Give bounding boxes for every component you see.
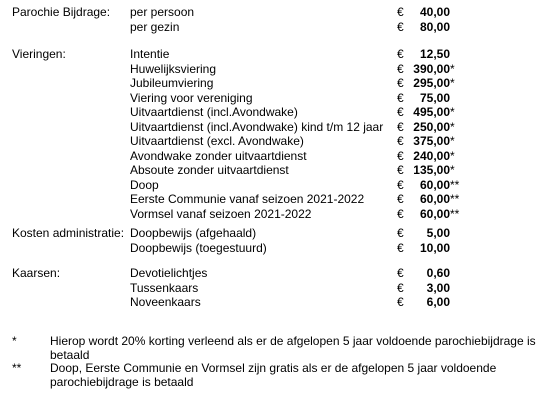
price-amount: 60,00: [419, 177, 450, 192]
price-amount: 75,00: [419, 90, 450, 105]
price-amount: 12,50: [419, 47, 450, 61]
currency-symbol: €: [397, 5, 404, 19]
price-row: [0, 207, 544, 221]
item-label: Absoute zonder uitvaartdienst: [130, 163, 289, 177]
item-label: Devotielichtjes: [130, 266, 208, 280]
item-label: Jubileumviering: [130, 76, 214, 90]
currency-symbol: €: [397, 240, 404, 255]
currency-symbol: €: [397, 177, 404, 192]
footnote-text: Hierop wordt 20% korting verleend als er de afgelopen 5 jaar voldoende parochiebijdrage is betaald: [50, 334, 536, 362]
item-label: Noveenkaars: [130, 295, 201, 309]
currency-symbol: €: [397, 76, 404, 90]
price-amount: 6,00: [426, 295, 450, 309]
price-amount: 60,00: [419, 206, 450, 221]
footnote-marker: *: [450, 134, 455, 148]
footnote-marker: *: [450, 76, 455, 90]
currency-symbol: €: [397, 47, 404, 61]
price-row: [0, 266, 544, 280]
footnote-marker: **: [450, 192, 460, 206]
price-row: [0, 226, 544, 240]
currency-symbol: €: [397, 61, 404, 76]
price-row: [0, 47, 544, 61]
price-amount: 10,00: [419, 240, 450, 255]
price-amount: 495,00: [413, 105, 450, 119]
footnote-marker: *: [450, 105, 455, 119]
price-amount: 250,00: [413, 119, 450, 134]
footnote-marker: *: [12, 334, 17, 348]
currency-symbol: €: [397, 280, 404, 295]
price-amount: 0,60: [426, 266, 450, 280]
currency-symbol: €: [397, 19, 404, 34]
currency-symbol: €: [397, 295, 404, 309]
currency-symbol: €: [397, 226, 404, 240]
price-row: [0, 5, 544, 19]
footnote-marker: *: [450, 148, 455, 163]
currency-symbol: €: [397, 134, 404, 148]
footnote-text: Doop, Eerste Communie en Vormsel zijn gratis als er de afgelopen 5 jaar voldoende parochiebijdrage is betaald: [50, 361, 497, 389]
item-label: Eerste Communie vanaf seizoen 2021-2022: [130, 192, 365, 206]
currency-symbol: €: [397, 192, 404, 206]
item-label: Tussenkaars: [130, 280, 199, 295]
currency-symbol: €: [397, 148, 404, 163]
category-label: Parochie Bijdrage:: [12, 5, 111, 19]
price-row: [0, 281, 544, 295]
currency-symbol: €: [397, 105, 404, 119]
category-label: Kosten administratie:: [12, 226, 125, 240]
item-label: Vormsel vanaf seizoen 2021-2022: [130, 206, 312, 221]
item-label: Doop: [130, 177, 159, 192]
price-row: [0, 163, 544, 177]
category-label: Kaarsen:: [12, 266, 61, 280]
footnote-marker: **: [12, 361, 22, 375]
currency-symbol: €: [397, 266, 404, 280]
price-row: [0, 62, 544, 76]
currency-symbol: €: [397, 163, 404, 177]
item-label: Uitvaartdienst (excl. Avondwake): [130, 134, 304, 148]
footnote-marker: *: [450, 119, 455, 134]
price-amount: 5,00: [426, 226, 450, 240]
item-label: Intentie: [130, 47, 170, 61]
price-amount: 3,00: [426, 280, 450, 295]
price-row: [0, 192, 544, 206]
footnote-marker: *: [450, 163, 455, 177]
item-label: Doopbewijs (toegestuurd): [130, 240, 267, 255]
price-row: [0, 20, 544, 34]
item-label: Avondwake zonder uitvaartdienst: [130, 148, 307, 163]
item-label: Uitvaartdienst (incl.Avondwake): [130, 105, 298, 119]
currency-symbol: €: [397, 206, 404, 221]
price-amount: 390,00: [413, 61, 450, 76]
item-label: Huwelijksviering: [130, 61, 217, 76]
footnote-marker: **: [450, 177, 460, 192]
footnote-marker: **: [450, 206, 460, 221]
footnote-marker: *: [450, 61, 455, 76]
price-row: [0, 76, 544, 90]
price-row: [0, 91, 544, 105]
price-amount: 240,00: [413, 148, 450, 163]
price-row: [0, 134, 544, 148]
price-row: [0, 295, 544, 309]
price-amount: 40,00: [419, 5, 450, 19]
category-label: Vieringen:: [12, 47, 66, 61]
price-amount: 80,00: [419, 19, 450, 34]
currency-symbol: €: [397, 90, 404, 105]
price-amount: 295,00: [413, 76, 450, 90]
price-row: [0, 120, 544, 134]
price-amount: 375,00: [413, 134, 450, 148]
item-label: Viering voor vereniging: [130, 90, 253, 105]
price-amount: 60,00: [419, 192, 450, 206]
price-row: [0, 178, 544, 192]
item-label: per persoon: [130, 5, 195, 19]
item-label: Doopbewijs (afgehaald): [130, 226, 257, 240]
price-amount: 135,00: [413, 163, 450, 177]
price-row: [0, 149, 544, 163]
price-row: [0, 105, 544, 119]
item-label: per gezin: [130, 19, 180, 34]
item-label: Uitvaartdienst (incl.Avondwake) kind t/m 12 jaar: [130, 119, 384, 134]
currency-symbol: €: [397, 119, 404, 134]
price-row: [0, 241, 544, 255]
